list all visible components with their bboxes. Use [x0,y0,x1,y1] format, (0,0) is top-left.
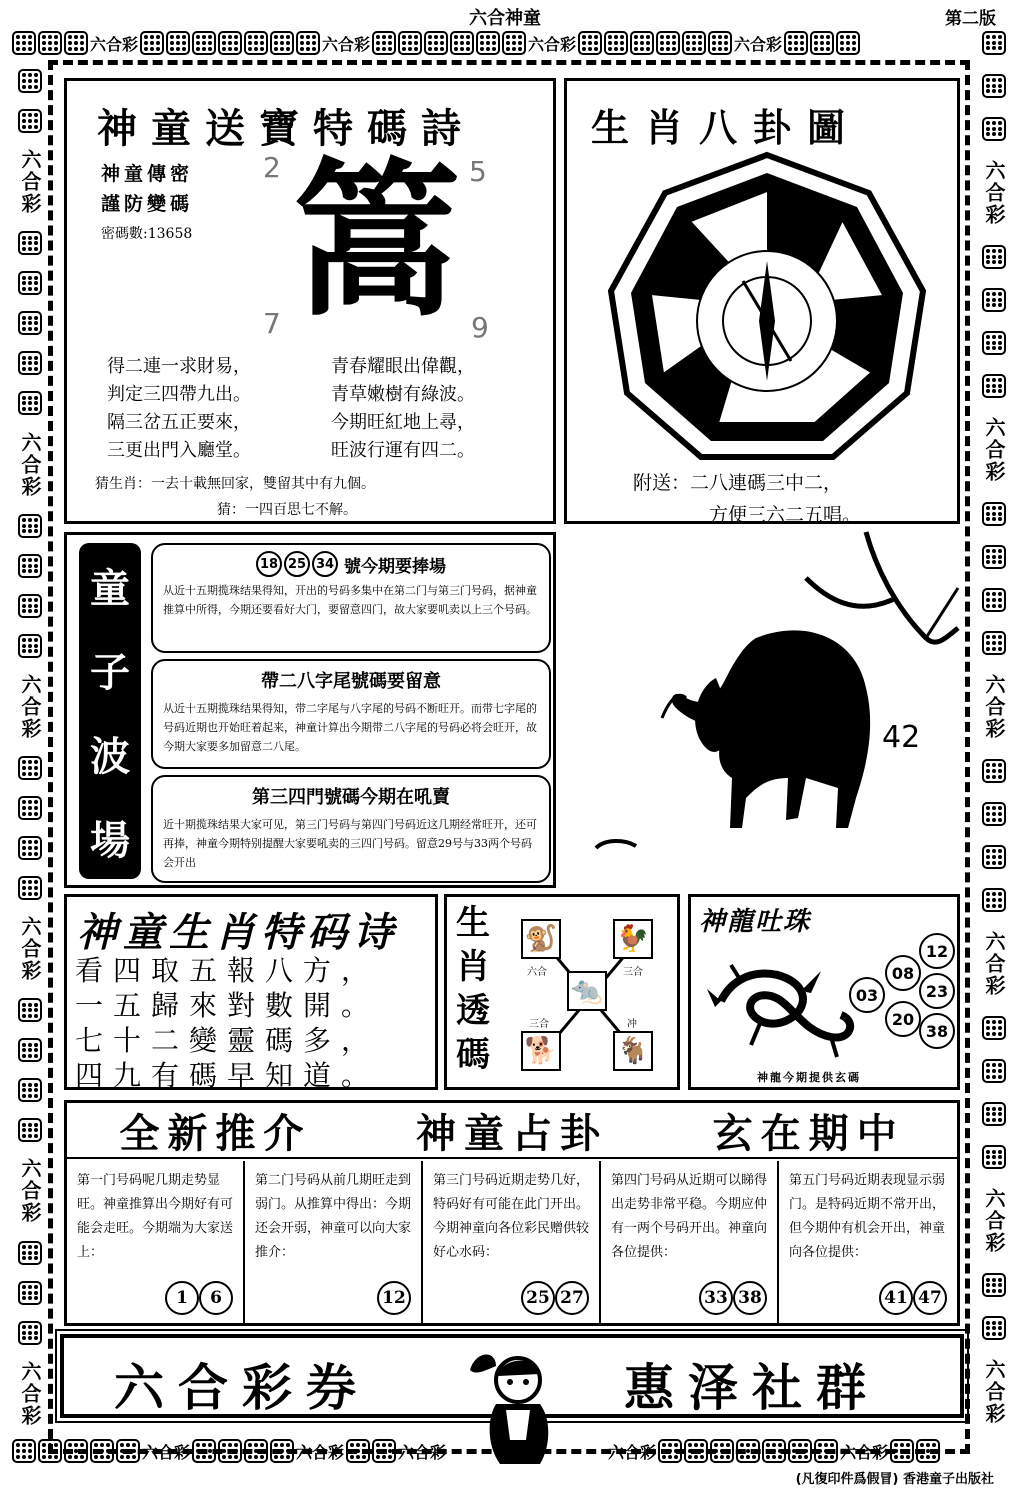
door-text: 第一门号码呢几期走势显旺。神童推算出今期好有可能会走旺。今期端为大家送上： [77,1173,234,1260]
guess-label: 猜： [217,502,245,518]
dog-icon: 🐕 [521,1031,561,1071]
dice-icon [982,845,1006,869]
zodiac-poem-line: 七十二變靈碼多， [75,1024,380,1057]
dice-icon [18,876,42,900]
zodiac-poem-line: 看四取五報八方， [75,954,380,987]
guess-line [217,499,357,519]
special-code-poem-box [64,78,556,524]
tip-section [151,775,551,883]
number-ball: 1 [165,1281,199,1315]
dice-icon [604,31,628,55]
poem-right [331,353,475,465]
guess-zodiac-label: 猜生肖： [95,476,151,492]
bonus-note [633,467,861,531]
band-label: 六合彩 [398,1442,447,1462]
dice-icon [270,31,294,55]
side-char: 碼 [456,1035,490,1075]
code-value: 13658 [147,226,193,242]
child-figure-icon [456,1340,576,1470]
side-char: 生 [456,903,490,943]
dice-icon [18,998,42,1022]
band-label: 六合彩 [18,149,42,216]
dice-icon [982,802,1006,826]
dice-icon [18,756,42,780]
reveal-side-title [453,901,493,1077]
dice-icon [166,31,190,55]
band-label: 六合彩 [734,34,783,54]
bagua-title: 生肖八卦圖 [591,106,862,150]
door-text: 第四门号码从近期可以睇得出走势非常平稳。今期应仲有一两个号码开出。神童向各位提供： [611,1173,768,1260]
band-label: 六合彩 [90,34,139,54]
footer-left-text: 六合彩券 [114,1359,370,1417]
ox-icon [566,528,962,888]
side-char: 波 [90,733,130,780]
band-label: 六合彩 [528,34,577,54]
poem-title: 神童送寶特碼詩 [97,105,475,152]
dice-icon [836,31,860,55]
door-cell [423,1161,601,1323]
rooster-icon: 🐓 [613,919,653,959]
dice-icon [682,31,706,55]
dice-icon [18,1078,42,1102]
dice-icon [18,351,42,375]
dice-icon [982,1316,1006,1340]
dice-icon [38,31,62,55]
dice-icon [18,69,42,93]
poem-line: 三更出門入廳堂。 [107,440,251,461]
pearl-ball: 38 [919,1013,955,1049]
door-cell [67,1161,245,1323]
tip-title-text: 帶二八字尾號碼要留意 [261,671,441,692]
tip-body: 近十期揽珠结果大家可见，第三门号码与第四门号码近这几期经常旺开，还可再捧，神童今期特别提醒大家要吼卖的三四门号码。留意29号与33两个号码会开出 [163,818,537,869]
door-cell [779,1161,957,1323]
poem-line: 隔三岔五正要來， [107,412,251,433]
dice-icon [64,31,88,55]
secret-line: 謹防變碼 [101,193,194,215]
dice-icon [12,31,36,55]
zodiac-poem-line: 一五歸來對數開。 [75,989,380,1022]
band-label: 六合彩 [982,1188,1006,1255]
door-cell [601,1161,779,1323]
corner-digit: 7 [263,307,281,340]
dice-icon [708,31,732,55]
door-text: 第五门号码近期表现显示弱门。是特码近期不常开出，但今期仲有机会开出，神童向各位提供： [789,1173,946,1260]
poem-line: 判定三四帶九出。 [107,384,251,405]
bonus-line: 二八連碼三中二， [690,472,843,494]
dice-icon [982,631,1006,655]
door-text: 第三门号码近期走势几好，特码好有可能在此门开出。今期神童向各位彩民赠供较好心水码： [433,1173,590,1260]
side-char: 場 [90,817,130,864]
pearl-ball: 20 [885,1001,921,1037]
dice-icon [450,31,474,55]
dice-icon [18,634,42,658]
dice-icon [18,311,42,335]
pearl-ball: 03 [849,977,885,1013]
band-label: 六合彩 [142,1442,191,1462]
guess-zodiac [95,473,375,493]
side-char: 透 [456,991,490,1031]
pearl-ball: 12 [919,933,955,969]
relation-label: 三合 [623,967,643,978]
dice-icon [372,31,396,55]
dice-icon [982,117,1006,141]
poem-left [107,353,251,465]
band-label: 六合彩 [322,34,371,54]
poem-line: 青草嫩樹有綠波。 [331,384,475,405]
dice-icon [578,31,602,55]
dice-icon [192,31,216,55]
code-label: 密碼數: [101,226,148,242]
footer-right-text: 惠泽社群 [624,1359,880,1417]
dice-icon [218,31,242,55]
dragon-caption: 神龍今期提供玄碼 [757,1071,861,1084]
dice-icon [18,554,42,578]
tip-title-text: 第三四門號碼今期在吼賣 [252,787,450,808]
dice-icon [18,1118,42,1142]
zodiac-reveal-box [444,894,680,1090]
band-label: 六合彩 [18,431,42,498]
dragon-title: 神龍吐珠 [699,907,812,937]
relation-label: 六合 [527,967,547,978]
band-label: 六合彩 [982,416,1006,483]
door-cell [245,1161,423,1323]
dice-icon [982,374,1006,398]
dice-icon [784,31,808,55]
poem-line: 旺波行運有四二。 [331,440,475,461]
dice-icon [982,1145,1006,1169]
dice-icon [18,796,42,820]
number-ball: 6 [199,1281,233,1315]
dice-icon [244,31,268,55]
dice-group [12,31,860,55]
five-doors-headline [67,1103,957,1159]
edition-label: 第二版 [945,9,996,29]
band-label: 六合彩 [18,916,42,983]
dice-icon [18,594,42,618]
dice-icon [982,759,1006,783]
tip-title [163,551,539,577]
band-label: 六合彩 [982,159,1006,226]
corner-digit: 2 [263,151,281,184]
secret-note [101,159,193,249]
dice-icon [18,836,42,860]
band-label: 六合彩 [18,1360,42,1427]
dice-icon [18,391,42,415]
relation-label: 冲 [627,1019,637,1030]
secret-line: 神童傳密 [101,163,194,185]
wave-field-box [64,532,556,888]
zodiac-code-poem-box [64,894,438,1090]
door-text: 第二门号码从前几期旺走到弱门。从推算中得出：今期还会开弱，神童可以向大家推介： [255,1173,412,1260]
zodiac-poem-line: 四九有碼早知道。 [75,1059,380,1092]
band-label: 六合彩 [18,1158,42,1225]
dice-icon [296,31,320,55]
number-ball: 12 [377,1281,411,1315]
ox-number: 42 [882,720,921,755]
dice-icon [982,1102,1006,1126]
number-ball: 41 [879,1281,913,1315]
pearl-ball: 23 [919,973,955,1009]
dice-icon [982,545,1006,569]
dice-icon [630,31,654,55]
band-label: 六合彩 [296,1442,345,1462]
band-label: 六合彩 [982,1359,1006,1426]
relation-label: 三合 [529,1019,549,1030]
tip-section [151,659,551,769]
headline-part: 玄在期中 [712,1110,905,1157]
dice-icon [982,245,1006,269]
band-label: 六合彩 [18,673,42,740]
dice-icon [656,31,680,55]
corner-digit: 9 [471,311,489,344]
guess-zodiac-text: 一去十載無回家，雙留其中有九個。 [151,476,375,492]
goat-icon: 🐐 [613,1031,653,1071]
dice-icon [982,31,1006,55]
dice-icon [982,502,1006,526]
dice-icon [424,31,448,55]
dice-icon [982,288,1006,312]
zodiac-poem-lines [75,953,379,1093]
dice-icon [18,1281,42,1305]
bagua-diagram [607,151,927,471]
side-char: 童 [90,565,130,612]
dice-icon [140,31,164,55]
band-label: 六合彩 [840,1442,889,1462]
dice-icon [18,109,42,133]
dice-icon [982,1016,1006,1040]
dice-icon [476,31,500,55]
top-band [12,28,998,58]
code-line [101,219,193,249]
right-band [978,22,1010,1434]
zodiac-bagua-box [564,78,960,524]
page-title: 六合神童 [469,8,541,29]
dice-icon [982,1059,1006,1083]
tip-body: 从近十五期揽珠结果得知，带二字尾与八字尾的号码不断旺开。而带七字尾的号码近期也开始旺着起来，神童计算出今期带二八字尾的号码必将会旺开，故今期大家要多加留意二八尾。 [163,702,537,753]
dice-icon [18,1321,42,1345]
number-ball: 38 [733,1281,767,1315]
dice-icon [12,1439,36,1463]
dice-icon [502,31,526,55]
headline-part: 全新推介 [119,1110,312,1157]
headline-part: 神童占卦 [415,1110,608,1157]
dragon-pearl-box [688,894,960,1090]
dice-icon [18,231,42,255]
dice-icon [810,31,834,55]
dice-icon [982,74,1006,98]
rat-icon: 🐀 [567,971,607,1011]
side-char: 子 [90,649,130,696]
big-character: 篙 [293,143,461,339]
dice-icon [18,271,42,295]
poem-line: 青春耀眼出偉觀， [331,356,475,377]
ox-illustration [566,528,962,888]
dice-icon [982,1273,1006,1297]
five-doors-box [64,1100,960,1326]
publisher-note: (凡復印件爲假冒) 香港童子出版社 [795,1472,994,1487]
dice-icon [18,1241,42,1265]
band-label: 六合彩 [982,931,1006,998]
dice-icon [18,1038,42,1062]
dice-icon [982,331,1006,355]
poem-line: 得二連一求財易， [107,356,251,377]
dice-icon [982,588,1006,612]
band-label: 六合彩 [982,673,1006,740]
left-band [14,62,46,1434]
tip-section [151,543,551,653]
number-ball: 25 [284,551,310,577]
poem-line: 今期旺紅地上尋， [331,412,475,433]
dragon-icon [701,941,861,1061]
number-ball: 25 [521,1281,555,1315]
guess-text: 一四百思七不解。 [245,502,357,518]
number-ball: 34 [312,551,338,577]
dice-icon [18,514,42,538]
tip-body: 从近十五期揽珠结果得知，开出的号码多集中在第二门与第三门号码，据神童推算中所得，今期还要看好大门，要留意四门，故大家要叽卖以上三个号码。 [163,584,537,616]
pearl-ball: 08 [885,955,921,991]
dice-icon [398,31,422,55]
number-ball: 47 [913,1281,947,1315]
zodiac-poem-title: 神童生肖特码诗 [77,909,399,956]
tip-title-text: 號今期要捧場 [344,556,446,577]
dice-icon [982,888,1006,912]
wave-side-title [79,543,141,879]
number-ball: 18 [256,551,282,577]
bonus-label: 附送： [633,472,691,494]
number-ball: 33 [699,1281,733,1315]
corner-digit: 5 [469,155,487,188]
monkey-icon: 🐒 [521,919,561,959]
number-ball: 27 [555,1281,589,1315]
side-char: 肖 [456,947,490,987]
bonus-line: 方便三六二五唱。 [709,504,862,526]
band-label: 六合彩 [608,1442,657,1462]
door-cells [67,1161,957,1323]
